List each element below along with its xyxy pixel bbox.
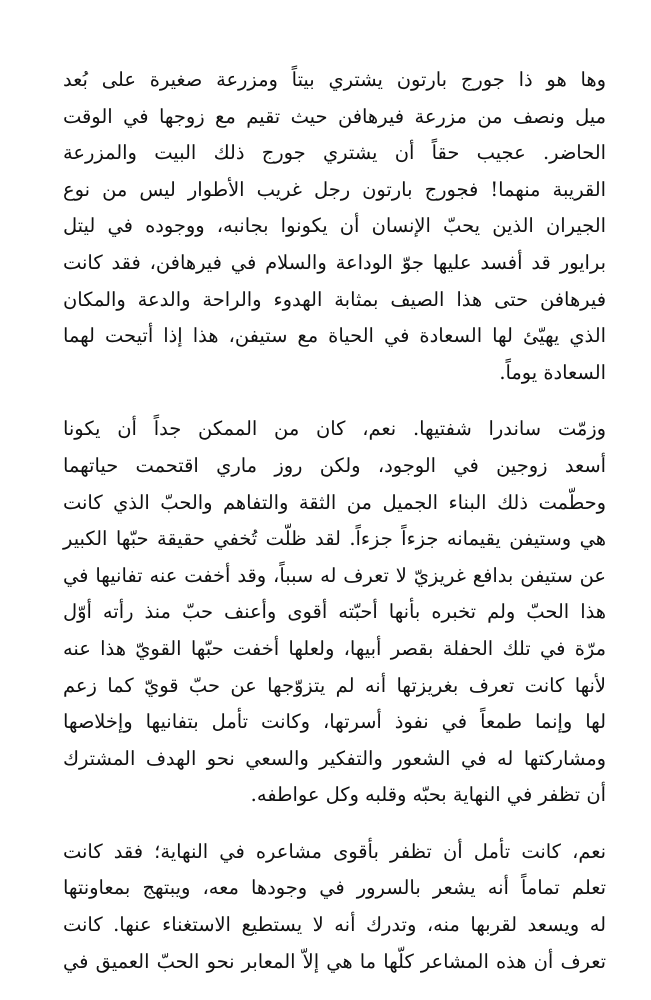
text-line: ومشاركتها له في الشعور والتفكير والسعي نحو الهدف المشترك <box>63 746 606 770</box>
text-line: فيرهافن حتى هذا الصيف بمثابة الهدوء والراحة والدعة والمكان <box>63 287 606 311</box>
text-line: ميل ونصف من مزرعة فيرهافن حيث تقيم مع زوجها في الوقت <box>63 104 606 128</box>
text-line: لها وإنما طمعاً في نفوذ أسرتها، وكانت تأمل بتفانيها وإخلاصها <box>63 710 606 734</box>
text-line: الجيران الذين يحبّ الإنسان أن يكونوا بجانبه، ووجوده في ليتل <box>63 214 606 238</box>
text-line: عن ستيفن بدافع غريزيّ لا تعرف له سبباً، وقد أخفت عنه تفانيها في <box>63 563 606 587</box>
paragraph-1 <box>63 62 606 391</box>
paragraph-2 <box>63 411 606 814</box>
text-line: تعرف أن هذه المشاعر كلّها ما هي إلاّ المعابر نحو الحبّ العميق في <box>63 949 606 973</box>
text-line: لأنها كانت تعرف بغريزتها أنه لم يتزوّجها عن حبّ قويّ كما زعم <box>63 673 606 697</box>
text-line: مرّة في تلك الحفلة بقصر أبيها، ولعلها أخفت حبّها القويّ هذا عنه <box>63 636 606 660</box>
text-line: الذي يهيّئ لها السعادة في الحياة مع ستيفن، هذا إذا أتيحت لهما <box>63 324 606 348</box>
paragraph-spacer <box>63 814 606 834</box>
text-line: وها هو ذا جورج بارتون يشتري بيتاً ومزرعة صغيرة على بُعد <box>63 68 606 91</box>
text-line: القريبة منهما! فجورج بارتون رجل غريب الأطوار ليس من نوع <box>63 177 606 201</box>
book-page <box>63 62 606 980</box>
text-line: أن تظفر في النهاية بحبّه وقلبه وكل عواطفه. <box>250 783 606 807</box>
text-line: وحطّمت ذلك البناء الجميل من الثقة والتفاهم والحبّ الذي كانت <box>63 490 606 514</box>
paragraph-spacer <box>63 391 606 411</box>
text-line: هي وستيفن يقيمانه جزءاً جزءاً. لقد ظلّت تُخفي حقيقة حبّها الكبير <box>63 527 606 551</box>
text-line: له ويسعد لقربها منه، وتدرك أنه لا يستطيع الاستغناء عنها. كانت <box>63 913 606 937</box>
text-line: أسعد زوجين في الوجود، ولكن روز ماري اقتحمت حياتهما <box>63 453 606 477</box>
text-line: تعلم تماماً أنه يشعر بالسرور في وجودها معه، ويبتهج بمعاونتها <box>63 876 606 900</box>
text-line: الحاضر. عجيب حقاً أن يشتري جورج ذلك البيت والمزرعة <box>63 141 606 165</box>
paragraph-3 <box>63 834 606 980</box>
text-line: نعم، كانت تأمل أن تظفر بأقوى مشاعره في النهاية؛ فقد كانت <box>63 839 606 863</box>
text-line: برايور قد أفسد عليها جوّ الوداعة والسلام في فيرهافن، فقد كانت <box>63 250 606 274</box>
text-line: وزمّت ساندرا شفتيها. نعم، كان من الممكن جداً أن يكونا <box>63 417 606 441</box>
text-line: السعادة يوماً. <box>499 360 606 384</box>
text-line: هذا الحبّ ولم تخبره بأنها أحبّته أقوى وأعنف حبّ منذ رأته أوّل <box>63 600 606 624</box>
